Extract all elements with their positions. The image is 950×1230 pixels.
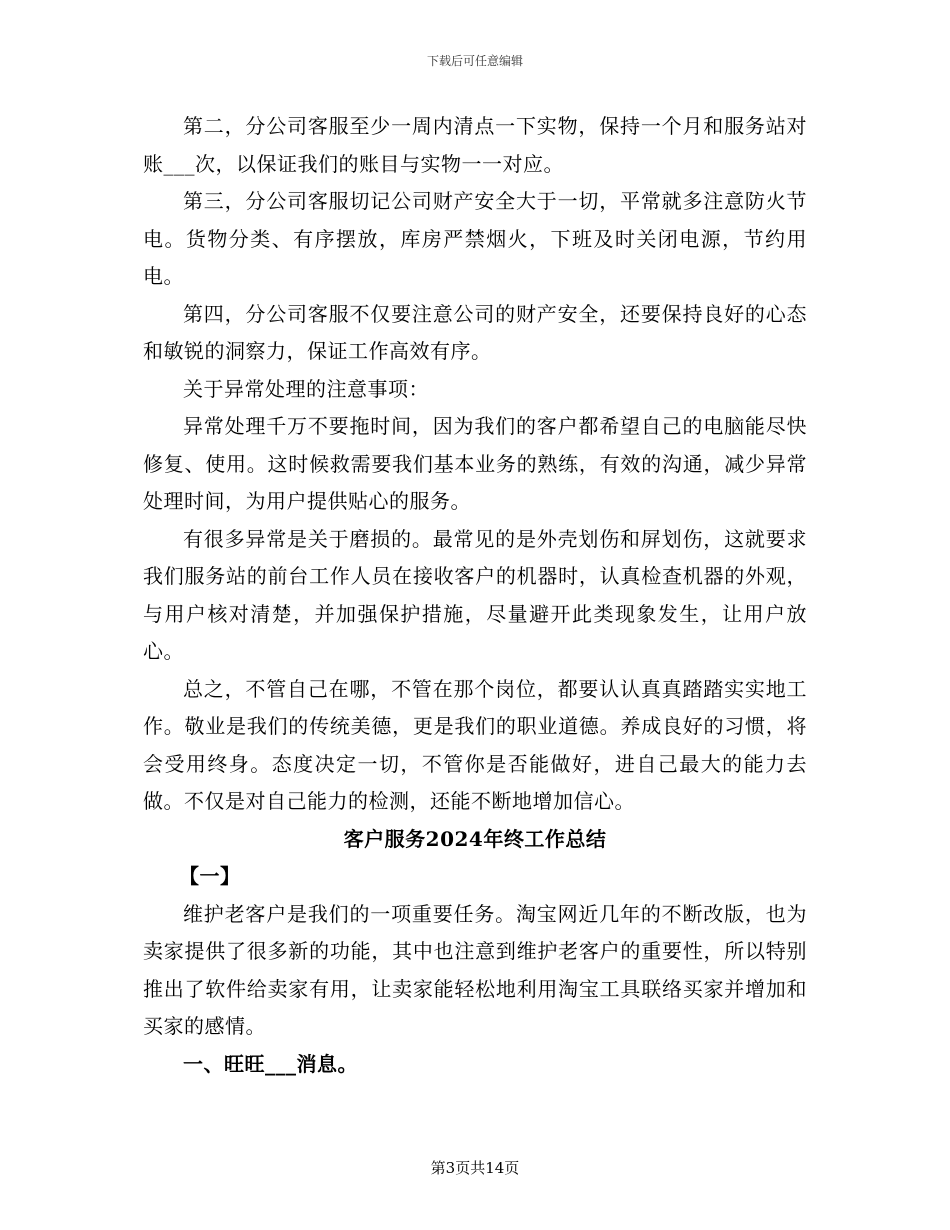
- paragraph-exception-heading: 关于异常处理的注意事项：: [183, 376, 429, 401]
- paragraph-exception-wear: 有很多异常是关于磨损的。最常见的是外壳划伤和屏划伤，这就要求我们服务站的前台工作人员在接收客户的机器时，认真检查机器的外观，与用户核对清楚，并加强保护措施，尽量避开此类现象发生，让用户放心。: [143, 526, 807, 663]
- paragraph-exception-time: 异常处理千万不要拖时间，因为我们的客户都希望自己的电脑能尽快修复、使用。这时候救需要我们基本业务的熟练，有效的沟通，减少异常处理时间，为用户提供贴心的服务。: [143, 414, 807, 513]
- page-header-note: 下载后可任意编辑: [426, 54, 523, 68]
- section-paragraph: 维护老客户是我们的一项重要任务。淘宝网近几年的不断改版，也为卖家提供了很多新的功能，其中也注意到维护老客户的重要性，所以特别推出了软件给卖家有用，让卖家能轻松地利用淘宝工具联络买家并增加和买家的感情。: [143, 901, 807, 1038]
- page-number: 第3页共14页: [430, 1159, 520, 1177]
- section-bracket-label: 【一】: [179, 864, 241, 888]
- paragraph-fourth: 第四，分公司客服不仅要注意公司的财产安全，还要保持良好的心态和敏锐的洞察力，保证工作高效有序。: [143, 301, 807, 363]
- paragraph-third: 第三，分公司客服切记公司财产安全大于一切，平常就多注意防火节电。货物分类、有序摆放，库房严禁烟火，下班及时关闭电源，节约用电。: [143, 189, 807, 288]
- section-item-heading: 一、旺旺___消息。: [183, 1051, 358, 1076]
- section-title: 客户服务2024年终工作总结: [343, 826, 607, 851]
- document-body: [143, 108, 807, 1083]
- paragraph-second: 第二，分公司客服至少一周内清点一下实物，保持一个月和服务站对账___次，以保证我们的账目与实物一一对应。: [143, 114, 807, 176]
- paragraph-conclusion: 总之，不管自己在哪，不管在那个岗位，都要认认真真踏踏实实地工作。敬业是我们的传统美德，更是我们的职业道德。养成良好的习惯，将会受用终身。态度决定一切，不管你是否能做好，进自己最大的能力去做。不仅是对自己能力的检测，还能不断地增加信心。: [143, 676, 807, 813]
